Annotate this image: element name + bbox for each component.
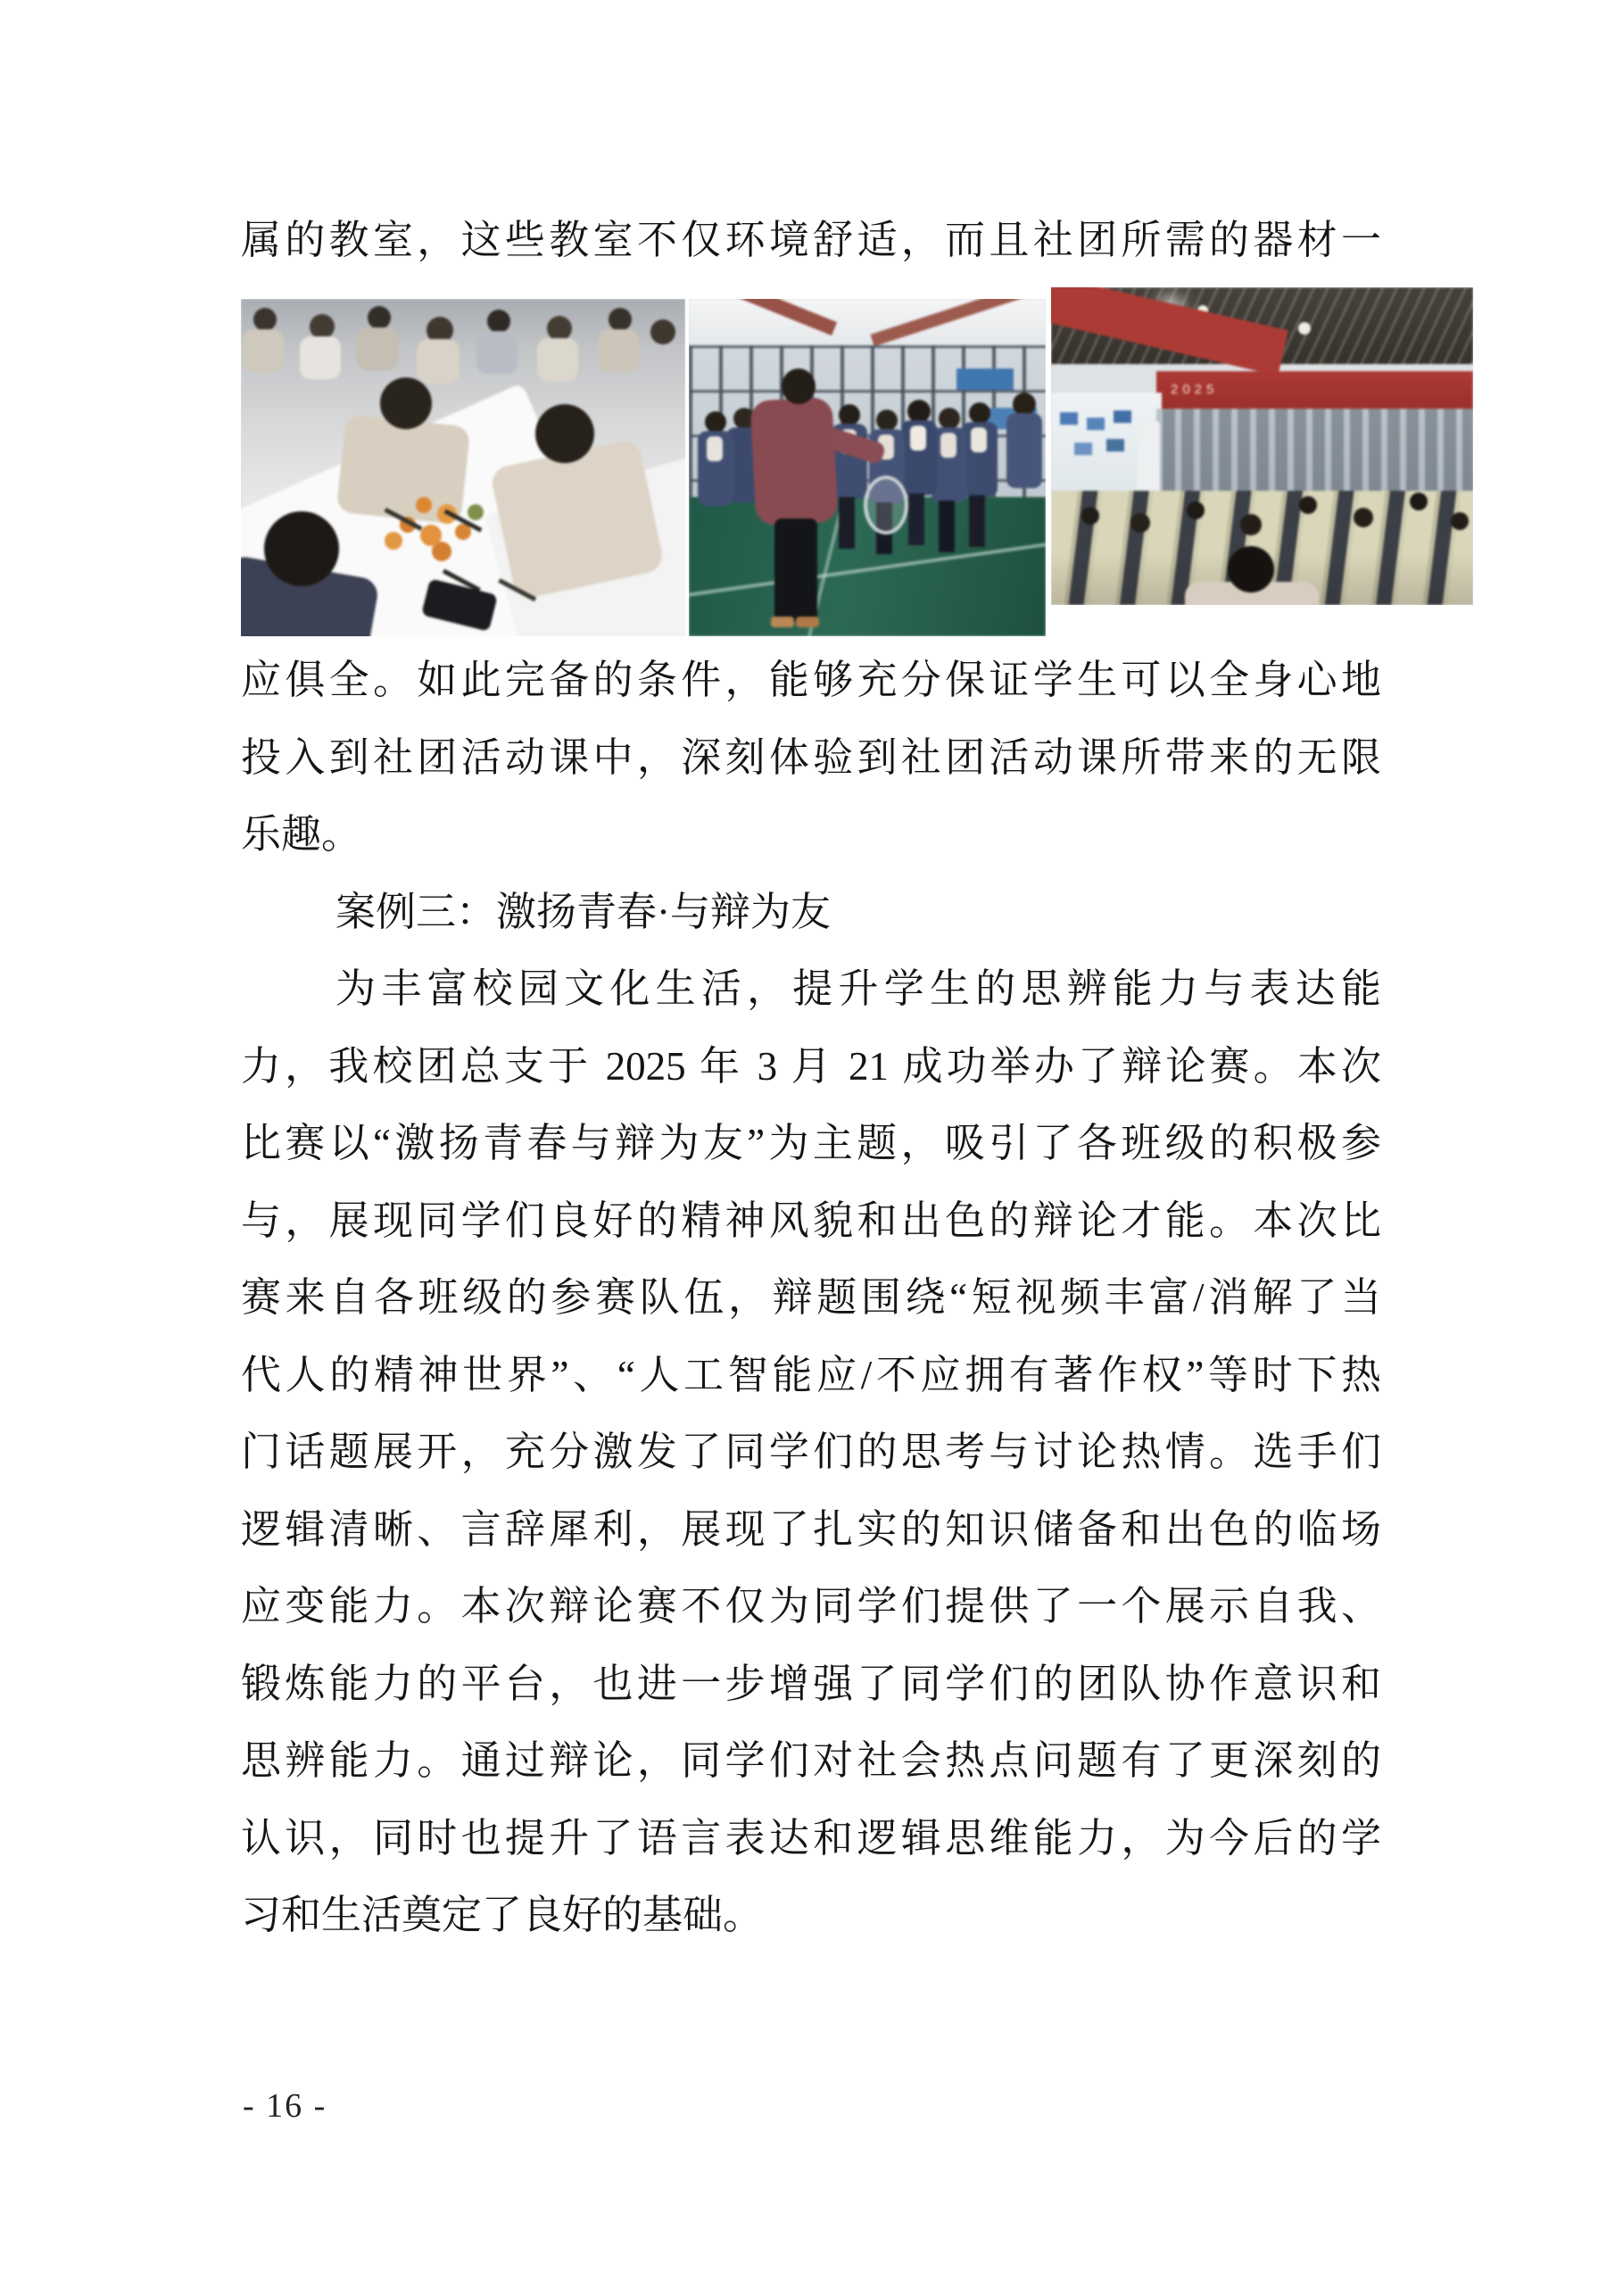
case-heading: 案例三：激扬青春·与辩为友 xyxy=(335,890,831,934)
scene-shape xyxy=(336,414,471,525)
photo-computer-lab xyxy=(1051,287,1473,605)
scene-shape xyxy=(782,369,816,404)
text-line: 为丰富校园文化生活，提升学生的思辨能力与表达能 xyxy=(335,966,1381,1011)
text-line: 逻辑清晰、言辞犀利，展现了扎实的知识储备和出色的临场 xyxy=(241,1507,1381,1552)
scene-shape xyxy=(956,369,1014,390)
scene-shape xyxy=(1156,409,1473,494)
red-banner xyxy=(1156,371,1473,409)
text-line: 应变能力。本次辩论赛不仅为同学们提供了一个展示自我、 xyxy=(241,1584,1381,1629)
scene-shape xyxy=(1060,412,1078,425)
scene-shape xyxy=(243,329,284,372)
text-line: 代人的精神世界”、“人工智能应/不应拥有著作权”等时下热 xyxy=(241,1353,1381,1397)
text-line: 认识，同时也提升了语言表达和逻辑思维能力，为今后的学 xyxy=(241,1816,1381,1861)
banner-text: 2025 xyxy=(1171,382,1219,397)
text-line: 思辨能力。通过辩论，同学们对社会热点问题有了更深刻的 xyxy=(241,1738,1381,1783)
scene-shape xyxy=(749,397,838,526)
page-number: - 16 - xyxy=(243,2087,327,2125)
text-line: 赛来自各班级的参赛队伍，辩题围绕“短视频丰富/消解了当 xyxy=(241,1275,1381,1320)
scene-shape xyxy=(1228,546,1274,593)
text-line: 投入到社团活动课中，深刻体验到社团活动课所带来的无限 xyxy=(241,735,1381,780)
photo-strip xyxy=(239,287,1475,638)
text-line: 属的教室，这些教室不仅环境舒适，而且社团所需的器材一 xyxy=(241,218,1381,262)
scene-shape xyxy=(380,377,432,429)
scene xyxy=(689,299,1046,636)
text-line: 与，展现同学们良好的精神风貌和出色的辩论才能。本次比 xyxy=(241,1198,1381,1243)
text-line: 习和生活奠定了良好的基础。 xyxy=(241,1893,764,1937)
scene-shape xyxy=(839,497,855,549)
text-line: 乐趣。 xyxy=(241,812,362,857)
text-line: 力，我校团总支于 2025 年 3 月 21 成功举办了辩论赛。本次 xyxy=(241,1044,1381,1089)
text-line: 应俱全。如此完备的条件，能够充分保证学生可以全身心地 xyxy=(241,658,1381,702)
scene-shape xyxy=(1081,507,1099,525)
text-line: 比赛以“激扬青春与辩为友”为主题，吸引了各班级的积极参 xyxy=(241,1121,1381,1165)
scene-shape xyxy=(1137,421,1160,500)
scene-shape xyxy=(771,617,794,627)
scene xyxy=(1051,287,1473,605)
text-line: 门话题展开，充分激发了同学们的思考与讨论热情。选手们 xyxy=(241,1430,1381,1474)
text-line: 锻炼能力的平台，也进一步增强了同学们的团队协作意识和 xyxy=(241,1662,1381,1706)
photo-gym-activity xyxy=(689,299,1046,636)
scene-shape xyxy=(253,308,277,331)
photo-craft-classroom xyxy=(241,299,685,636)
scene-shape xyxy=(774,518,817,622)
scene-shape xyxy=(535,404,594,463)
scene-shape xyxy=(839,404,860,426)
scene-shape xyxy=(864,476,908,535)
scene-shape xyxy=(416,497,432,513)
scene-shape xyxy=(264,511,339,586)
scene xyxy=(241,299,685,636)
